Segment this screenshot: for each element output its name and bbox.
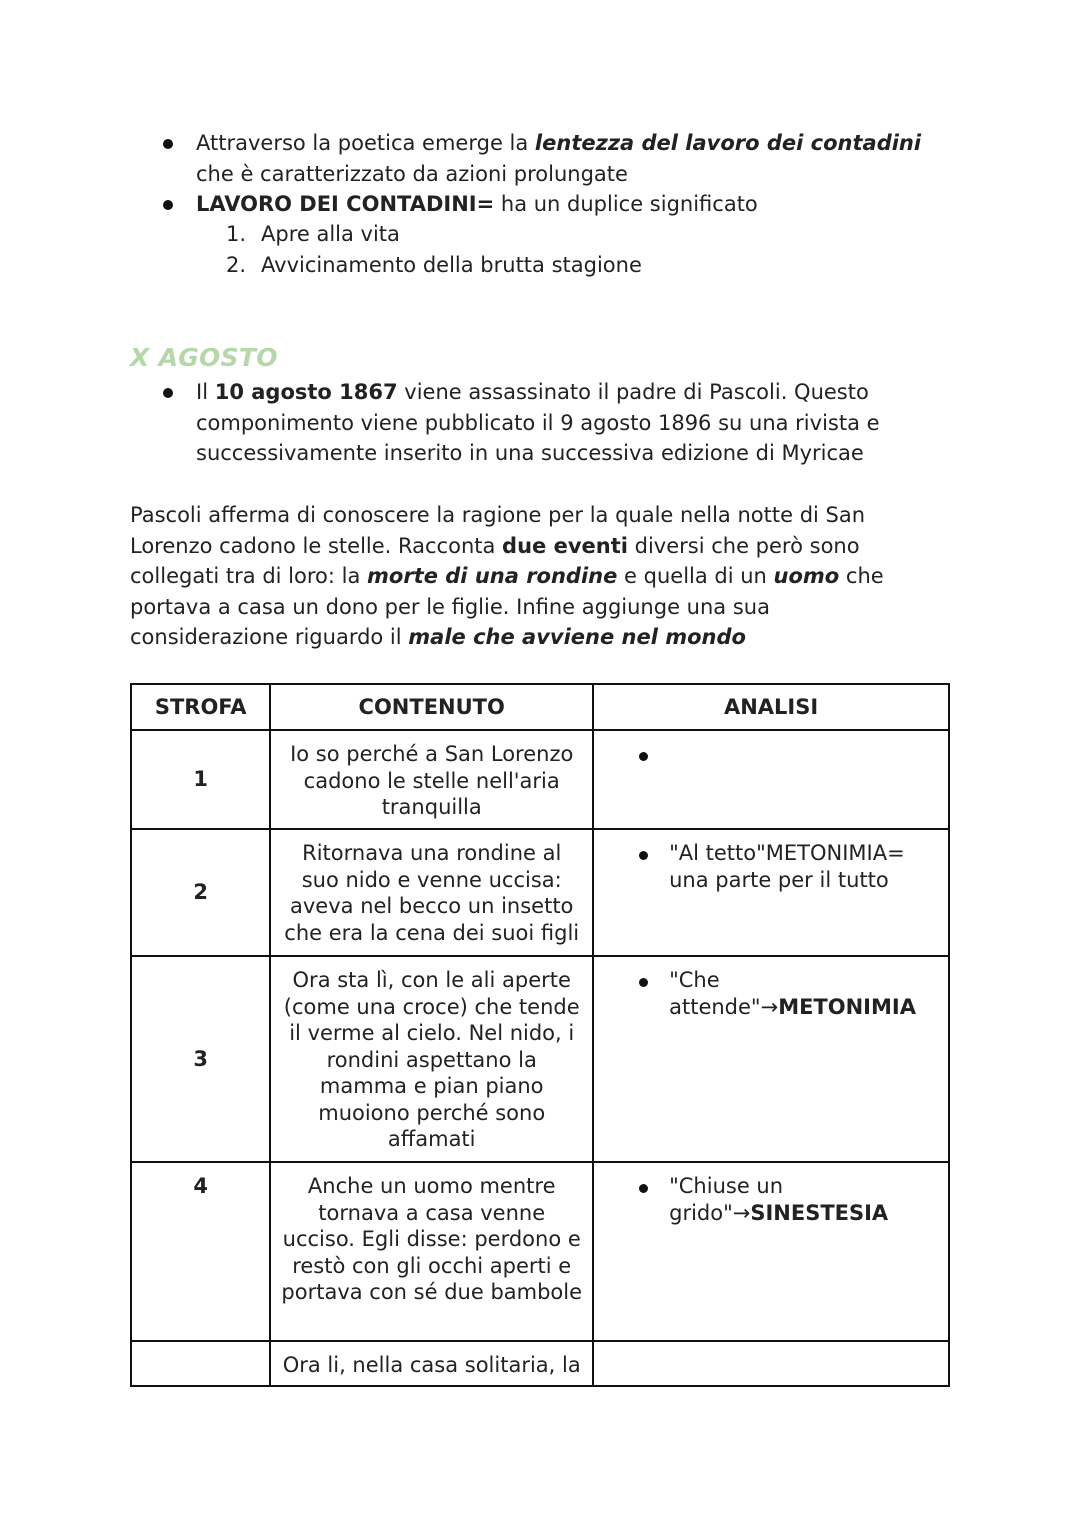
paragraph-emphasis: male che avviene nel mondo xyxy=(408,625,746,649)
bullet-lentezza xyxy=(196,128,936,189)
strofa-cell: 4 xyxy=(131,1162,270,1341)
bullet-dot xyxy=(639,1184,648,1193)
contenuto-cell: Ora sta lì, con le ali aperte (come una croce) che tende il verme al cielo. Nel nido, i rondini aspettano la mamma e pian piano muoiono perché sono affamati xyxy=(270,956,593,1162)
analisi-cell xyxy=(593,1341,949,1386)
paragraph-line: portava a casa un dono per le figlie. Infine aggiunge una sua xyxy=(130,594,770,619)
contenuto-cell: Anche un uomo mentre tornava a casa venne ucciso. Egli disse: perdono e restò con gli occhi aperti e portava con sé due bambole xyxy=(270,1162,593,1341)
paragraph-emphasis: uomo xyxy=(773,564,840,588)
paragraph-emphasis: morte di una rondine xyxy=(367,564,618,588)
paragraph-emphasis: due eventi xyxy=(502,533,628,558)
analisi-cell xyxy=(593,956,949,1162)
contenuto-cell: Ora li, nella casa solitaria, la xyxy=(270,1341,593,1386)
bullet-10-agosto xyxy=(196,377,936,469)
bullet-dot xyxy=(639,851,648,860)
list-number: 1. xyxy=(226,222,247,246)
figura-retorica: METONIMIA xyxy=(778,994,916,1019)
analisi-text: "Chiuse un grido"→ xyxy=(669,1174,784,1225)
bullet-text: Il xyxy=(196,380,215,404)
analisi-text: "Che attende"→ xyxy=(669,968,779,1019)
analisi-text: "Al tetto"METONIMIA= una parte per il tutto xyxy=(669,841,905,892)
analisi-cell xyxy=(593,730,949,829)
contenuto-cell: Io so perché a San Lorenzo cadono le stelle nell'aria tranquilla xyxy=(270,730,593,829)
bullet-text: viene assassinato il padre di Pascoli. Questo xyxy=(397,380,869,404)
bullet-text-line2: componimento viene pubblicato il 9 agosto 1896 su una rivista e xyxy=(196,410,880,435)
paragraph-text: che xyxy=(839,564,884,588)
table-row xyxy=(131,829,949,956)
contenuto-cell: Ritornava una rondine al suo nido e venne uccisa: aveva nel becco un insetto che era la cena dei suoi figli xyxy=(270,829,593,956)
paragraph-text: e quella di un xyxy=(617,564,774,588)
bullet-date: 10 agosto 1867 xyxy=(214,380,398,404)
analisi-cell xyxy=(593,829,949,956)
header-contenuto: CONTENUTO xyxy=(270,684,593,730)
table-row xyxy=(131,1341,949,1386)
figura-retorica: SINESTESIA xyxy=(750,1200,889,1225)
strofa-cell: 3 xyxy=(131,956,270,1162)
table-row xyxy=(131,730,949,829)
table-header-row xyxy=(131,684,949,730)
paragraph-text: Lorenzo cadono le stelle. Racconta xyxy=(130,533,503,558)
strofa-cell: 2 xyxy=(131,829,270,956)
strofa-cell: 1 xyxy=(131,730,270,829)
paragraph-line: Pascoli afferma di conoscere la ragione per la quale nella notte di San xyxy=(130,503,866,527)
analisi-cell xyxy=(593,1162,949,1341)
bullet-dot xyxy=(639,752,648,761)
list-item: Avvicinamento della brutta stagione xyxy=(261,253,642,277)
bullet-dot xyxy=(639,978,648,987)
bullet-text: ha un duplice significato xyxy=(494,192,758,216)
section-title: X AGOSTO xyxy=(130,343,278,372)
header-analisi: ANALISI xyxy=(593,684,949,730)
paragraph-text: collegati tra di loro: la xyxy=(130,564,368,588)
bullet-lavoro xyxy=(196,189,936,220)
paragraph-text: diversi che però sono xyxy=(627,533,860,558)
bullet-text-line2: che è caratterizzato da azioni prolungate xyxy=(196,161,628,186)
list-item: Apre alla vita xyxy=(261,222,400,246)
bullet-dot xyxy=(163,200,173,210)
table-row xyxy=(131,1162,949,1341)
analysis-table xyxy=(130,683,950,1387)
table-row xyxy=(131,956,949,1162)
strofa-cell xyxy=(131,1341,270,1386)
bullet-emphasis: LAVORO DEI CONTADINI= xyxy=(196,192,495,216)
bullet-dot xyxy=(163,139,173,149)
bullet-text: Attraverso la poetica emerge la xyxy=(196,131,535,155)
header-strofa: STROFA xyxy=(131,684,270,730)
paragraph-text: considerazione riguardo il xyxy=(130,625,409,649)
bullet-text-line3: successivamente inserito in una successiva edizione di Myricae xyxy=(196,441,864,465)
bullet-emphasis: lentezza del lavoro dei contadini xyxy=(534,131,922,155)
bullet-dot xyxy=(163,388,173,398)
summary-paragraph xyxy=(130,500,910,653)
list-number: 2. xyxy=(226,253,247,277)
